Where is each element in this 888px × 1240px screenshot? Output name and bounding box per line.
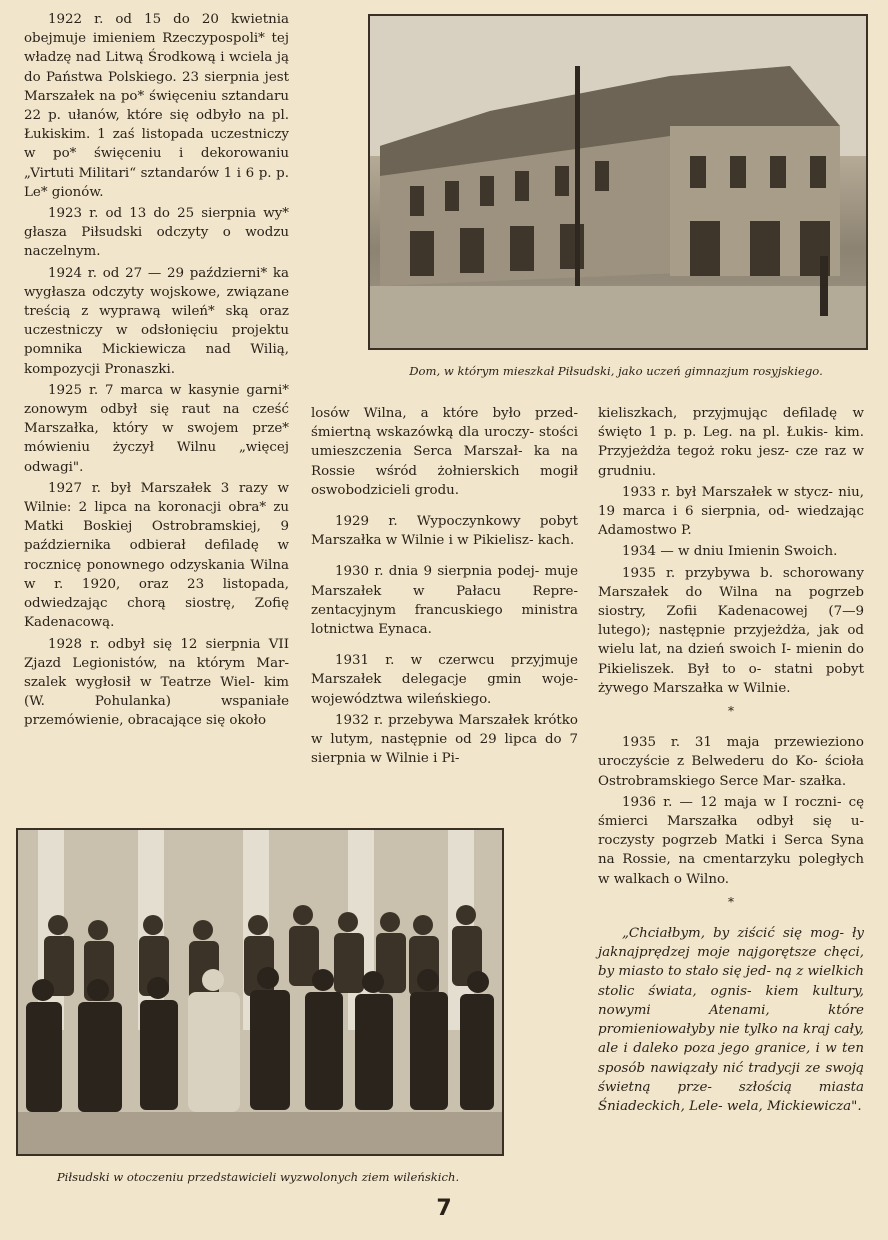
section-star: * [728,704,734,719]
paragraph-1924: 1924 r. od 27 — 29 październi* ka wygłasza odczyty wojskowe, związane treścią z wyprawą wileń* ską oraz uczestniczy w odsłonięciu projektu pomnika Mickiewicza nad Wilią, kompozycji Pronaszki. [24,265,289,377]
paragraph-1923: 1923 r. od 13 do 25 sierpnia wy* głasza Piłsudski odczyty o wodzu naczelnym. [24,206,289,260]
house-photo-caption: Dom, w którym mieszkał Piłsudski, jako uczeń gimnazjum rosyjskiego. [409,364,823,378]
paragraph-1930: 1930 r. dnia 9 sierpnia podej- muje Marszałek w Pałacu Repre- zentacyjnym francuskiego ministra lotnictwa Eynaca. [311,564,578,638]
paragraph-1922: 1922 r. od 15 do 20 kwietnia obejmuje imieniem Rzeczypospoli* tej władzę nad Litwą Środkową i wciela ją do Państwa Polskiego. 23 sierpnia jest Marszałek na po* święceniu sztandaru 22 p. ułanów, które się odbyło na pl. Łukiskim. 1 zaś listopada uczestniczy w po* święceniu i dekorowaniu „Virtuti Militari“ sztandarów 1 i 6 p. p. Le* gionów. [24,12,289,200]
paragraph-1935: 1935 r. przybywa b. schorowany Marszałek do Wilna na pogrzeb siostry, Zofii Kadenacowej (7—9 lutego); następnie przyjeżdża, jak od wielu lat, na dzień swoich I- mienin do Pikieliszek. Był to o- statni pobyt żywego Marszałka w Wilnie. [598,565,864,696]
column-3 [598,404,864,1118]
paragraph-1935-serce: 1935 r. 31 maja przewieziono uroczyście z Belwederu do Ko- ścioła Ostrobramskiego Serce Mar- szałka. [598,735,864,789]
paragraph-1929: 1929 r. Wypoczynkowy pobyt Marszałka w Wilnie i w Pikielisz- kach. [311,514,578,549]
house-photo [368,14,868,350]
group-photo [16,828,504,1156]
paragraph-1931: 1931 r. w czerwcu przyjmuje Marszałek delegacje gmin woje- województwa wileńskiego. [311,653,578,707]
page-number: 7 [436,1196,452,1221]
paragraph-1933: 1933 r. był Marszałek w stycz- niu, 19 marca i 6 sierpnia, od- wiedzając Adamostwo P. [598,484,864,539]
quote-pilsudski: „Chciałbym, by ziścić się mog- ły jaknajprędzej moje najgorętsze chęci, by miasto to stało się jed- ną z wielkich stolic świata, ognis- kiem kultury, nowymi Atenami, które promieniowałyby nie tylko na kraj cały, ale i daleko poza jego granice, i w ten sposób nawiązały nić tradycji ze swoją świetną prze- szłością miasta Śniadeckich, Lele- wela, Mickiewicza". [598,926,864,1114]
group-photo-caption: Piłsudski w otoczeniu przedstawicieli wyzwolonych ziem wileńskich. [56,1170,460,1184]
paragraph-1927: 1927 r. był Marszałek 3 razy w Wilnie: 2 lipca na koronacji obra* zu Matki Boskiej Ostrobramskiej, 9 października odbierał defiladę w rocznicę ponownego odzyskania Wilna w r. 1920, oraz 23 listopada, odwiedzając chorą siostrę, Zofię Kadenacową. [24,480,289,631]
house-illustration [370,16,866,348]
column-2 [311,404,578,770]
paragraph-1932: 1932 r. przebywa Marszałek krótko w lutym, następnie od 29 lipca do 7 sierpnia w Wilnie i Pi- [311,712,578,767]
paragraph-kieliszkach: kieliszkach, przyjmując defiladę w święto 1 p. p. Leg. na pl. Łukis- kim. Przyjeżdża tegoż roku jesz- cze raz w grudniu. [598,406,864,479]
column-1 [24,10,289,733]
paragraph-1925: 1925 r. 7 marca w kasynie garni* zonowym odbył się raut na cześć Marszałka, który w swojem prze* mówieniu życzył Wilnu „więcej odwagi". [24,382,289,475]
paragraph-1928: 1928 r. odbył się 12 sierpnia VII Zjazd Legionistów, na którym Mar- szalek wygłosił w Teatrze Wiel- kim (W. Pohulanka) wspaniałe przemówienie, obracające się około [24,636,289,729]
paragraph-1934: 1934 — w dniu Imienin Swoich. [622,544,838,560]
section-star: * [728,894,734,909]
paragraph-1936: 1936 r. — 12 maja w I roczni- cę śmierci Marszałka odbył się u- roczysty pogrzeb Matki i Serca Syna na Rossie, na cmentarzyku poległych w walkach o Wilno. [598,794,864,887]
paragraph-losow-wilna: losów Wilna, a które było przed- śmiertną wskazówką dla uroczy- stości umieszczenia Serca Marszał- ka na Rossie wśród żołnierskich mogił oswobodzicieli grodu. [311,406,578,498]
group-illustration [18,830,502,1154]
